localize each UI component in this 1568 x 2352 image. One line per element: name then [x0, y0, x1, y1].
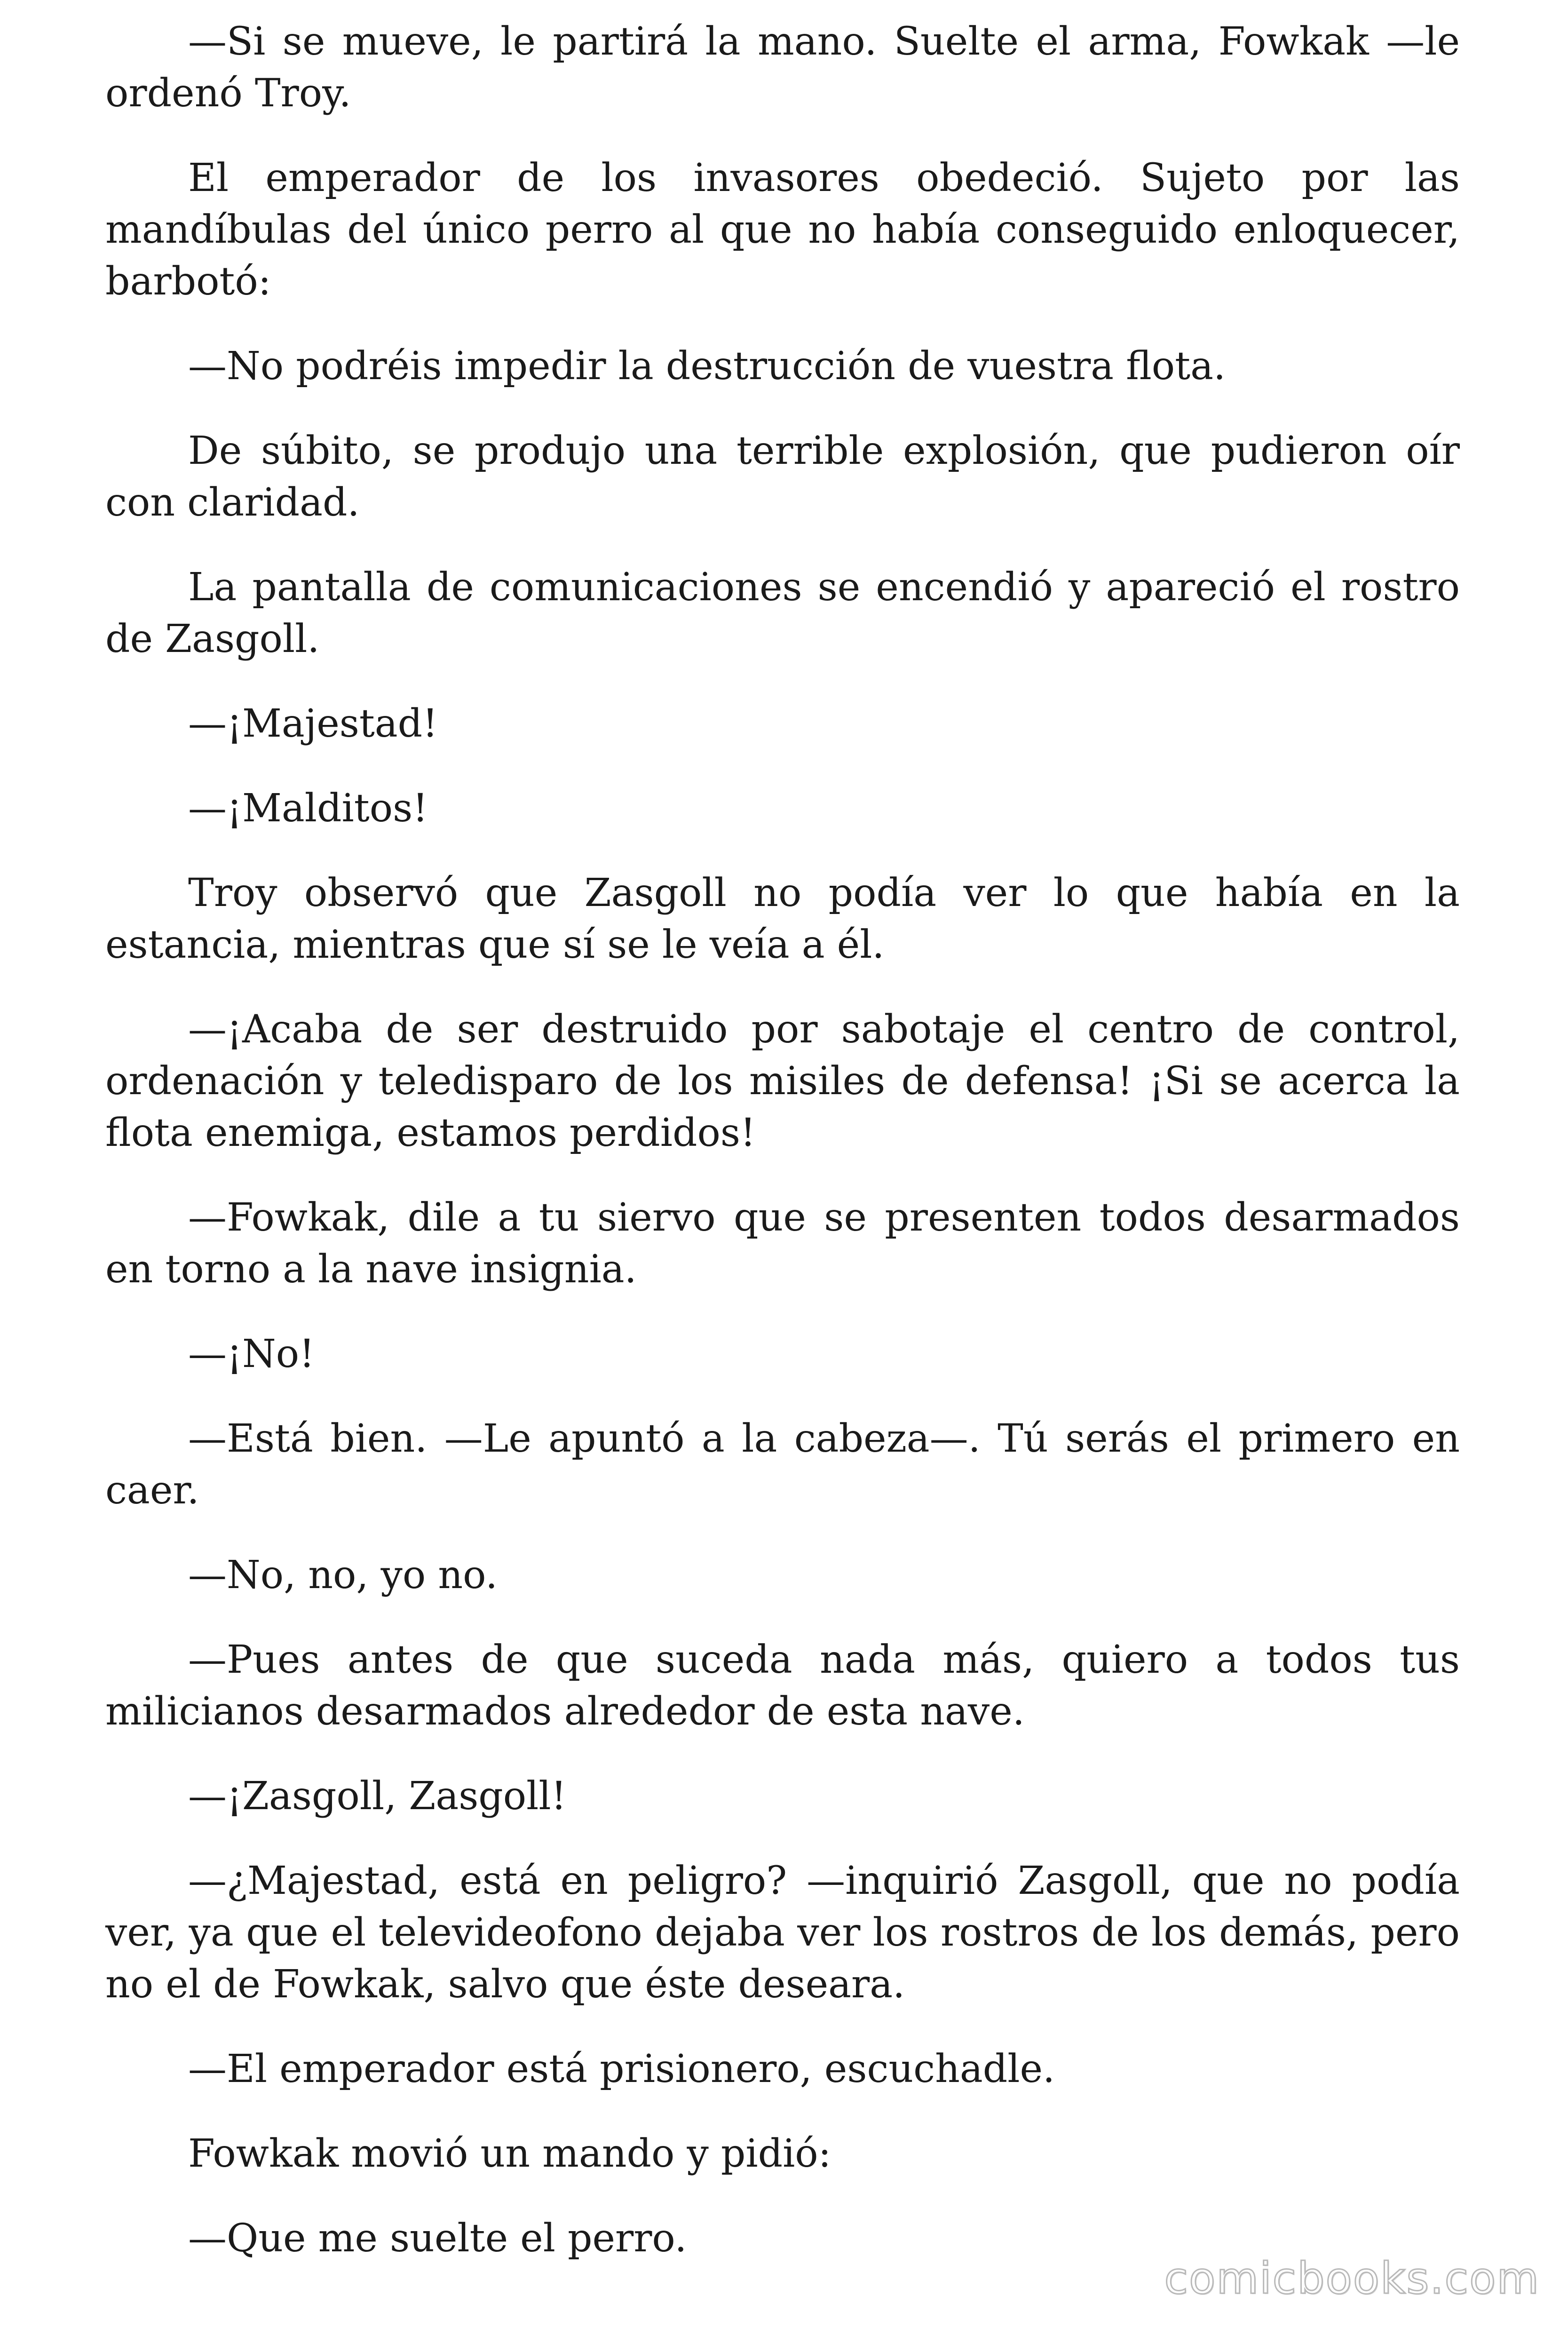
- document-page: [105, 16, 1460, 2297]
- paragraph: —Pues antes de que suceda nada más, quiero a todos tus milicianos desarmados alrededor de esta nave.: [105, 1637, 1460, 1734]
- paragraph: —¡Malditos!: [188, 786, 428, 831]
- paragraph: —No podréis impedir la destrucción de vuestra flota.: [188, 344, 1226, 389]
- paragraph: Troy observó que Zasgoll no podía ver lo que había en la estancia, mientras que sí se le veía a él.: [105, 871, 1460, 967]
- paragraph: —¡No!: [188, 1332, 315, 1376]
- paragraph: El emperador de los invasores obedeció. Sujeto por las mandíbulas del único perro al que no había conseguido enloquecer, barbotó:: [105, 156, 1460, 304]
- paragraph: —Si se mueve, le partirá la mano. Suelte el arma, Fowkak —le ordenó Troy.: [105, 19, 1460, 116]
- paragraph: —¡Majestad!: [188, 701, 438, 746]
- paragraph: —Está bien. —Le apuntó a la cabeza—. Tú serás el primero en caer.: [105, 1416, 1460, 1513]
- paragraph: —Fowkak, dile a tu siervo que se presenten todos desarmados en torno a la nave insignia.: [105, 1195, 1460, 1292]
- watermark-logo: comicbooks.com: [1164, 2253, 1540, 2304]
- paragraph: —Que me suelte el perro.: [188, 2216, 687, 2261]
- paragraph: —No, no, yo no.: [188, 1553, 498, 1597]
- paragraph: La pantalla de comunicaciones se encendió y apareció el rostro de Zasgoll.: [105, 565, 1460, 661]
- paragraph: —El emperador está prisionero, escuchadle.: [188, 2047, 1055, 2091]
- paragraph: Fowkak movió un mando y pidió:: [188, 2131, 832, 2176]
- paragraph: —¿Majestad, está en peligro? —inquirió Zasgoll, que no podía ver, ya que el televideofono dejaba ver los rostros de los demás, pero no el de Fowkak, salvo que éste deseara.: [105, 1859, 1460, 2007]
- paragraph: —¡Acaba de ser destruido por sabotaje el centro de control, ordenación y teledisparo de los misiles de defensa! ¡Si se acerca la flota enemiga, estamos perdidos!: [105, 1007, 1460, 1155]
- paragraph: De súbito, se produjo una terrible explosión, que pudieron oír con claridad.: [105, 429, 1460, 525]
- paragraph: —¡Zasgoll, Zasgoll!: [188, 1774, 567, 1819]
